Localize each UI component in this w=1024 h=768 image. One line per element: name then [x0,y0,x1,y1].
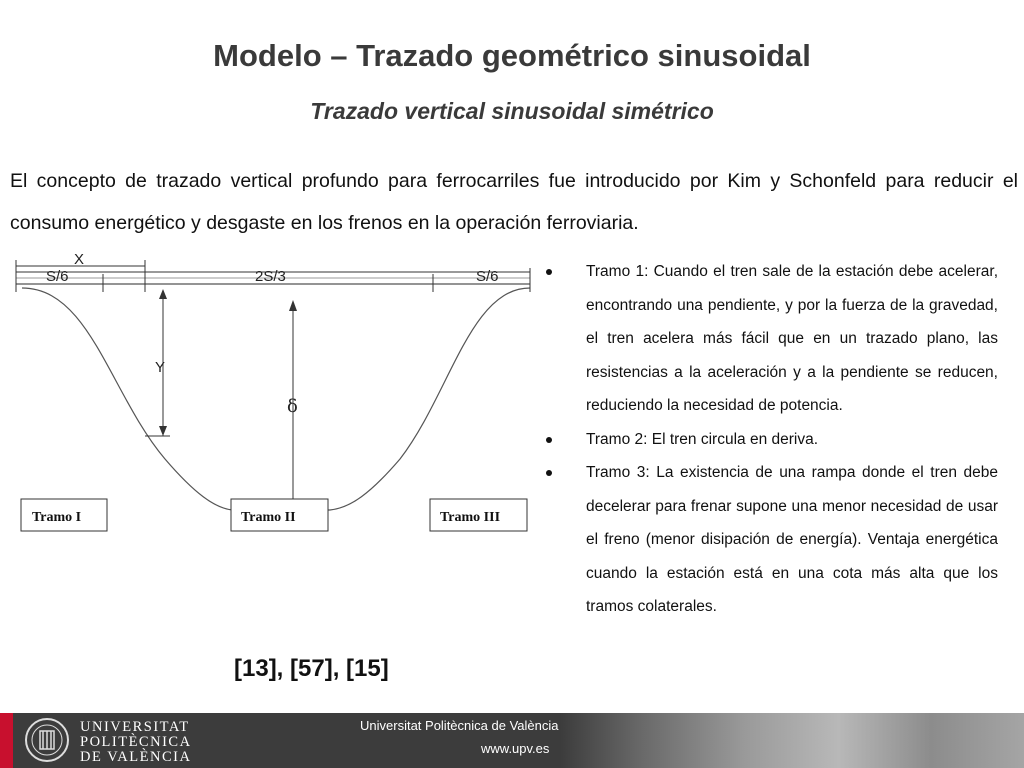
intro-paragraph: El concepto de trazado vertical profundo para ferrocarriles fue introducido por Kim y Schonfeld para reducir el consumo energético y desgaste en los frenos en la operación ferroviaria. [10,170,1018,234]
label-y: Y [155,359,166,376]
references: [13], [57], [15] [234,655,389,682]
list-item [540,456,998,624]
label-2s3: 2S/3 [255,268,286,285]
list-item [540,255,998,423]
bullet-icon [546,437,552,443]
slide-title: Modelo – Trazado geométrico sinusoidal [213,38,811,73]
accent-stripe [0,713,13,768]
footer-bar [0,713,1024,768]
dim-delta-arrow [289,300,297,311]
tramo-description-list [540,255,998,624]
list-item [540,423,998,457]
seal-background-image [560,713,1024,768]
sinusoidal-curve [22,288,530,510]
label-s6-left: S/6 [46,268,69,285]
bullet-text-1: Tramo 1: Cuando el tren sale de la estación debe acelerar, encontrando una pendiente, y por la fuerza de la gravedad, el tren acelera más fácil que en un trazado plano, las resistencias a la aceleración y a la pendiente se reducen, reduciendo la necesidad de potencia. [586,263,998,414]
slide-subtitle: Trazado vertical sinusoidal simétrico [310,98,714,124]
university-name: UNIVERSITAT POLITÈCNICA DE VALÈNCIA [80,719,192,765]
bullet-icon [546,470,552,476]
tramo-label-2: Tramo II [241,510,296,525]
bullet-icon [546,269,552,275]
sinusoidal-profile-diagram [0,244,540,544]
dim-y-arrow-bottom [159,426,167,436]
upv-crest-icon [24,717,70,763]
tramo-label-3: Tramo III [440,510,501,525]
bullet-text-3: Tramo 3: La existencia de una rampa donde el tren debe decelerar para frenar supone una menor necesidad de usar el freno (menor disipación de energía). Ventaja energética cuando la estación está en una cota más alta que los tramos colaterales. [586,464,998,615]
label-delta: δ [287,396,298,417]
tramo-label-1: Tramo I [32,510,82,525]
website-link[interactable]: www.upv.es [481,741,550,756]
university-caption: Universitat Politècnica de València [360,718,559,733]
dim-y-arrow-top [159,289,167,299]
bullet-text-2: Tramo 2: El tren circula en deriva. [586,430,819,448]
label-s6-right: S/6 [476,268,499,285]
label-x: X [74,251,85,268]
